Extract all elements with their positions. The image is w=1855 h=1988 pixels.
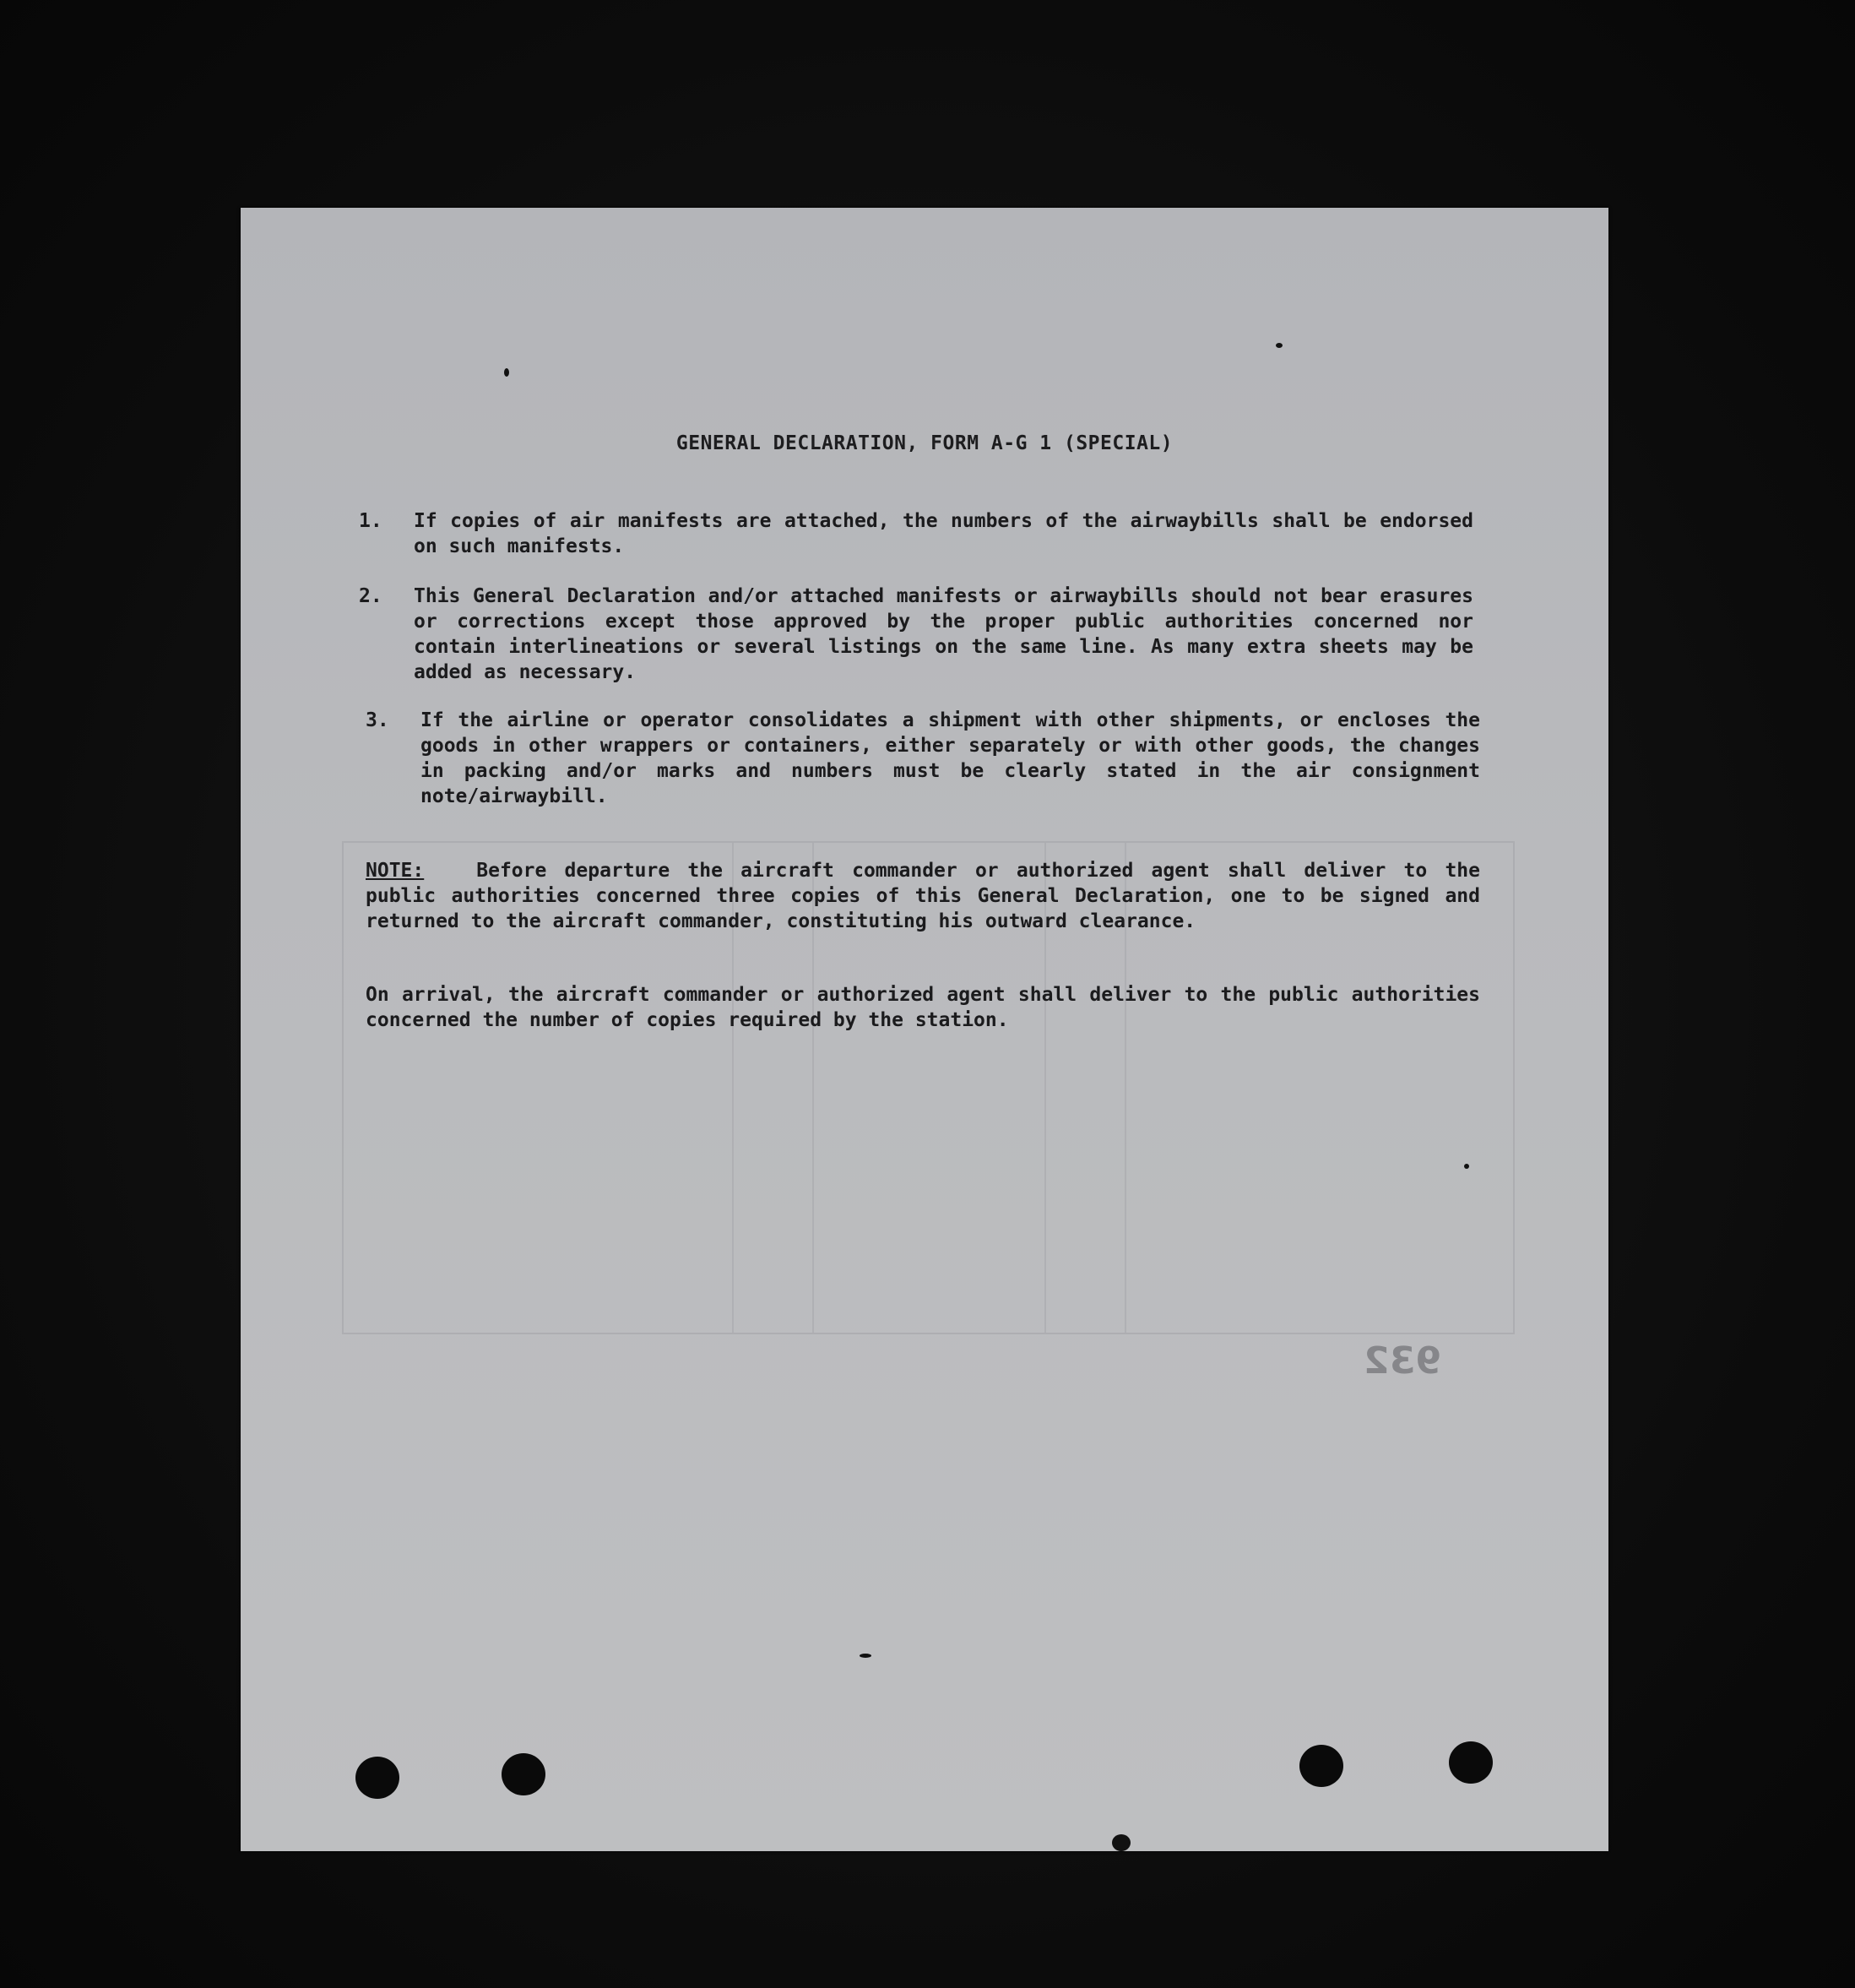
arrival-paragraph: On arrival, the aircraft commander or authorized agent shall deliver to the public authorities concerned the number of copies required by the station. [366, 984, 1480, 1031]
punch-hole [502, 1753, 545, 1795]
speck [860, 1654, 871, 1658]
speck [1112, 1834, 1131, 1851]
document-page [241, 208, 1608, 1851]
item-text: If the airline or operator consolidates a shipment with other shipments, or encloses the goods in other wrappers or containers, either separately or with other goods, the changes in packing and/or marks and numbers must be clearly stated in the air consignment note/airwaybill. [420, 709, 1480, 807]
note-label: NOTE: [366, 860, 425, 882]
item-text: This General Declaration and/or attached manifests or airwaybills should not bear erasures or corrections except those approved by the proper public authorities concerned nor contain interlineations or several listings on the same line. As many extra sheets may be added as necessary. [414, 585, 1473, 683]
note-text: Before departure the aircraft commander or authorized agent shall deliver to the public authorities concerned three copies of this General Declaration, one to be signed and returned to the aircraft commander, constituting his outward clearance. [366, 860, 1480, 932]
speck [504, 368, 509, 377]
instruction-item-1 [359, 508, 1490, 561]
note-paragraph [366, 858, 1480, 934]
punch-hole [355, 1757, 399, 1799]
punch-hole [1299, 1745, 1343, 1787]
instruction-item-2 [359, 584, 1490, 687]
item-number: 1. [359, 510, 382, 532]
punch-hole [1449, 1741, 1493, 1784]
item-number: 3. [366, 709, 389, 731]
speck [1276, 343, 1283, 348]
instruction-item-3 [366, 708, 1497, 811]
speck [1464, 1164, 1469, 1169]
item-text: If copies of air manifests are attached, the numbers of the airwaybills shall be endorsed on such manifests. [414, 510, 1473, 557]
bleed-through-stamp: 932 [1364, 1339, 1441, 1382]
page-title: GENERAL DECLARATION, FORM A-G 1 (SPECIAL) [675, 432, 1174, 454]
item-number: 2. [359, 585, 382, 607]
